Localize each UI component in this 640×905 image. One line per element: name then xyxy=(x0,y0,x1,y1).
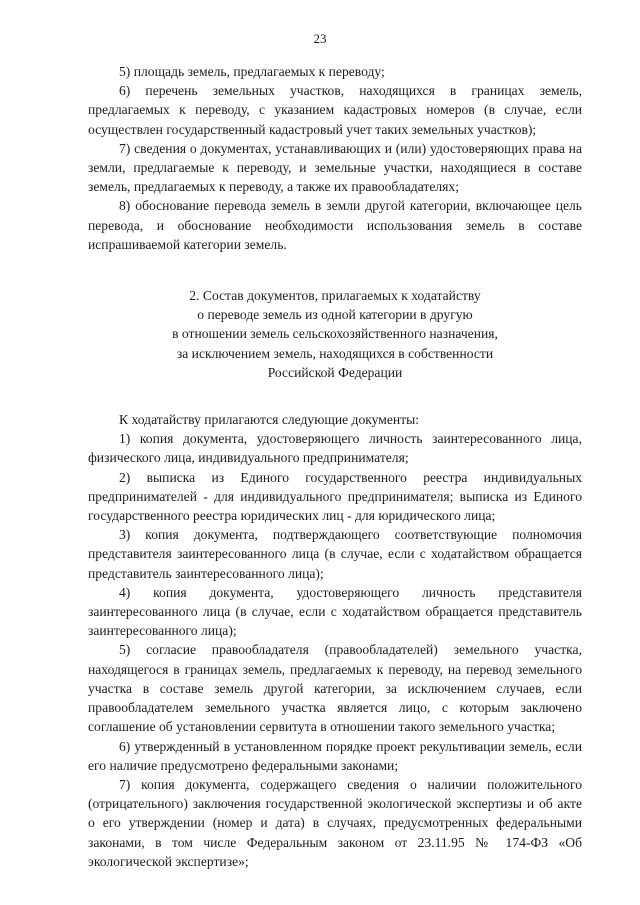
section-heading-line: о переводе земель из одной категории в другую xyxy=(197,307,473,323)
list-item: 4) копия документа, удостоверяющего личность представителя заинтересованного лица (в случае, если с ходатайством обращается представитель заинтересованного лица); xyxy=(88,584,582,639)
section-heading-line: за исключением земель, находящихся в собственности xyxy=(176,345,494,361)
list-item: 3) копия документа, подтверждающего соответствующие полномочия представителя заинтересованного лица (в случае, если с ходатайством обращается представитель заинтересованного лица); xyxy=(88,527,582,581)
document-body xyxy=(88,62,582,871)
section-heading-line: в отношении земель сельскохозяйственного назначения, xyxy=(172,326,498,342)
list-item: 7) копия документа, содержащего сведения о наличии положительного (отрицательного) заключения государственной экологической экспертизы и об акте о его утверждении (номер и дата) в случаях, предусмотренных федеральными законами, в том числе Федеральным законом от 23.11.95 № 174-ФЗ «Об экологической экспертизе»; xyxy=(88,776,582,869)
section-heading xyxy=(88,286,582,382)
list-item: 7) сведения о документах, устанавливающих и (или) удостоверяющих права на земли, предлагаемые к переводу, и земельные участки, находящиеся в составе земель, предлагаемых к переводу, а также их правообладателях; xyxy=(88,140,582,195)
section-intro: К ходатайству прилагаются следующие документы: xyxy=(119,412,420,428)
list-item: 5) согласие правообладателя (правообладателей) земельного участка, находящегося в границах земель, предлагаемых к переводу, на перевод земельного участка в составе земель другой категории, за исключением случаев, если правообладателем земельного участка является лицо, с которым заключено соглашение об установлении сервитута в отношении такого земельного участка; xyxy=(88,642,582,735)
list-item: 6) перечень земельных участков, находящихся в границах земель, предлагаемых к переводу, с указанием кадастровых номеров (в случае, если осуществлен государственный кадастровый учет таких земельных участков); xyxy=(88,83,582,137)
list-item: 1) копия документа, удостоверяющего личность заинтересованного лица, физического лица, индивидуального предпринимателя; xyxy=(88,431,582,466)
list-item: 8) обоснование перевода земель в земли другой категории, включающее цель перевода, и обоснование необходимости использования земель в составе испрашиваемой категории земель. xyxy=(88,198,582,252)
page-number: 23 xyxy=(313,31,327,46)
list-item: 2) выписка из Единого государственного реестра индивидуальных предпринимателей - для индивидуального предпринимателя; выписка из Единого государственного реестра юридических лиц - для юридического лица; xyxy=(88,469,582,524)
section-heading-line: 2. Состав документов, прилагаемых к ходатайству xyxy=(189,288,481,304)
section-heading-line: Российской Федерации xyxy=(267,364,403,380)
list-item: 5) площадь земель, предлагаемых к переводу; xyxy=(119,64,385,79)
list-item: 6) утвержденный в установленном порядке проект рекультивации земель, если его наличие предусмотрено федеральными законами; xyxy=(88,738,582,773)
